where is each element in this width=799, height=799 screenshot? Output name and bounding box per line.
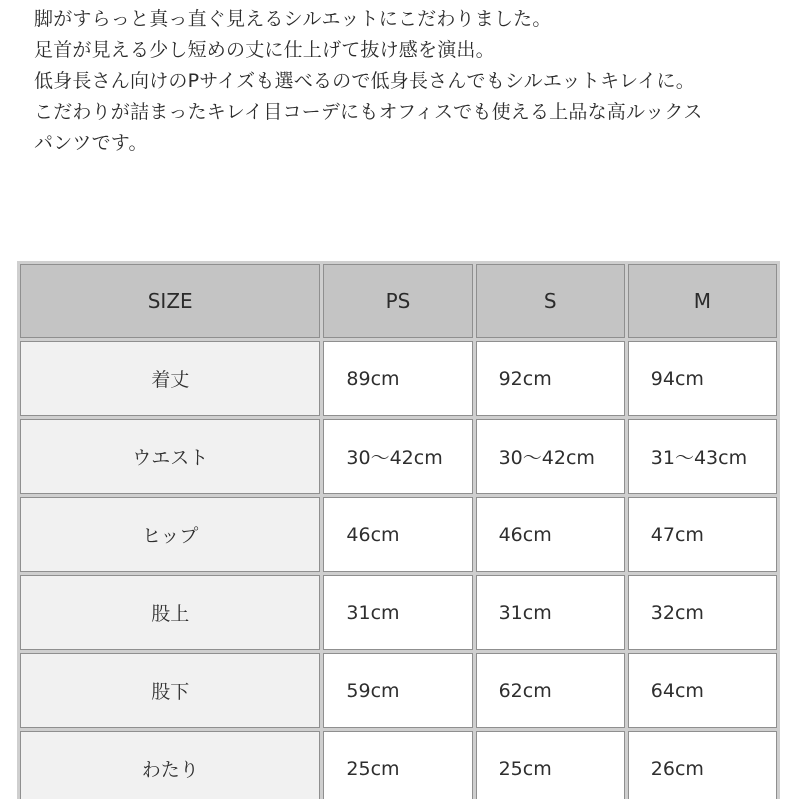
column-header-size: SIZE (20, 264, 320, 338)
description-line: 足首が見える少し短めの丈に仕上げて抜け感を演出。 (34, 39, 495, 61)
row-label: 着丈 (20, 341, 320, 416)
cell-value: 31cm (323, 575, 472, 650)
table-row (20, 497, 777, 572)
cell-value: 59cm (323, 653, 472, 728)
description-line: 脚がすらっと真っ直ぐ見えるシルエットにこだわりました。 (34, 8, 552, 30)
table-row (20, 731, 777, 799)
cell-value: 94cm (628, 341, 777, 416)
table-row (20, 653, 777, 728)
row-label: ヒップ (20, 497, 320, 572)
table-header-row (20, 264, 777, 338)
cell-value: 64cm (628, 653, 777, 728)
table-row (20, 419, 777, 494)
cell-value: 30～42cm (476, 419, 625, 494)
table-row (20, 575, 777, 650)
cell-value: 32cm (628, 575, 777, 650)
row-label: 股下 (20, 653, 320, 728)
column-header-m: M (628, 264, 777, 338)
cell-value: 89cm (323, 341, 472, 416)
cell-value: 47cm (628, 497, 777, 572)
cell-value: 46cm (476, 497, 625, 572)
column-header-ps: PS (323, 264, 472, 338)
cell-value: 92cm (476, 341, 625, 416)
row-label: わたり (20, 731, 320, 799)
size-table (17, 261, 780, 799)
cell-value: 62cm (476, 653, 625, 728)
row-label: 股上 (20, 575, 320, 650)
description-line: こだわりが詰まったキレイ目コーデにもオフィスでも使える上品な高ルックス (34, 101, 703, 123)
size-chart (17, 261, 780, 799)
table-row (20, 341, 777, 416)
cell-value: 31～43cm (628, 419, 777, 494)
description-line: パンツです。 (34, 132, 148, 154)
cell-value: 31cm (476, 575, 625, 650)
product-description (34, 4, 784, 159)
cell-value: 30～42cm (323, 419, 472, 494)
cell-value: 25cm (476, 731, 625, 799)
row-label: ウエスト (20, 419, 320, 494)
column-header-s: S (476, 264, 625, 338)
cell-value: 46cm (323, 497, 472, 572)
cell-value: 26cm (628, 731, 777, 799)
description-line: 低身長さん向けのPサイズも選べるので低身長さんでもシルエットキレイに。 (34, 70, 695, 92)
cell-value: 25cm (323, 731, 472, 799)
